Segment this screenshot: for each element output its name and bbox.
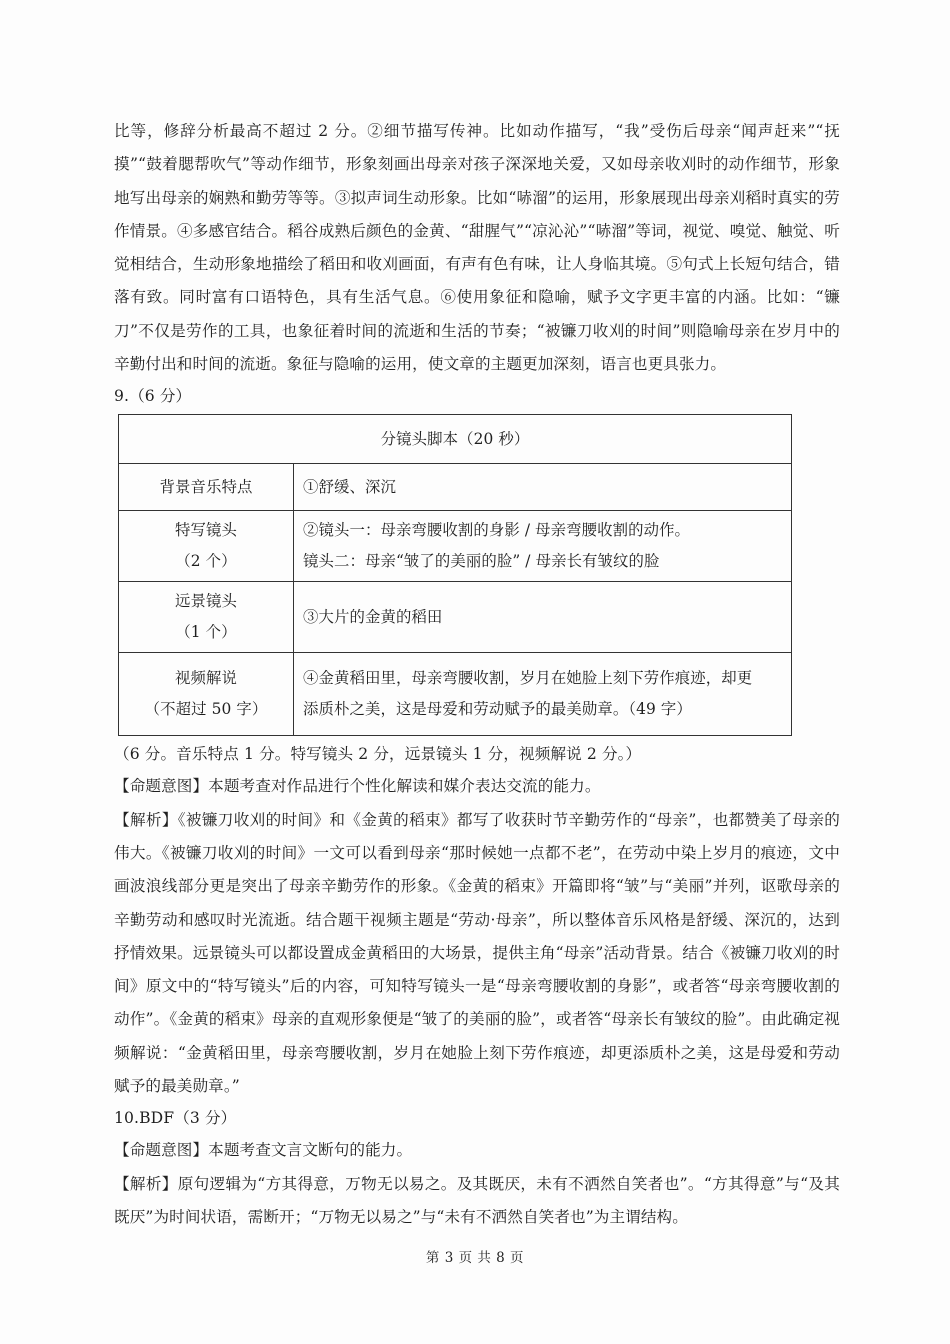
storyboard-table bbox=[118, 414, 792, 736]
intro-paragraph: 比等，修辞分析最高不超过 2 分。②细节描写传神。比如动作描写，“我”受伤后母亲“闻声赶来”“抚摸”“鼓着腮帮吹气”等动作细节，形象刻画出母亲对孩子深深地关爱，又如母亲收刈时的动作细节，形象地写出母亲的娴熟和勤劳等等。③拟声词生动形象。比如“哧溜”的运用，形象展现出母亲刈稻时真实的劳作情景。④多感官结合。稻谷成熟后颜色的金黄、“甜腥气”“凉沁沁”“哧溜”等词，视觉、嗅觉、触觉、听觉相结合，生动形象地描绘了稻田和收刈画面，有声有色有味，让人身临其境。⑤句式上长短句结合，错落有致。同时富有口语特色，具有生活气息。⑥使用象征和隐喻，赋予文字更丰富的内涵。比如：“镰刀”不仅是劳作的工具，也象征着时间的流逝和生活的节奏；“被镰刀收刈的时间”则隐喻母亲在岁月中的辛勤付出和时间的流逝。象征与隐喻的运用，使文章的主题更加深刻，语言也更具张力。 bbox=[114, 122, 840, 374]
storyboard-title: 分镜头脚本（20 秒） bbox=[119, 415, 792, 464]
row-label-longshot bbox=[119, 582, 294, 653]
row-value-closeup bbox=[294, 511, 792, 582]
question-10-label: 10.BDF（3 分） bbox=[114, 1109, 237, 1128]
row-label-closeup bbox=[119, 511, 294, 582]
table-row bbox=[119, 582, 792, 653]
row-label-text: 远景镜头 bbox=[175, 592, 237, 611]
page-number-footer: 第 3 页 共 8 页 bbox=[425, 1250, 525, 1266]
row-value-text: ①舒缓、深沉 bbox=[303, 477, 396, 496]
table-row bbox=[119, 511, 792, 582]
question-10-intent: 【命题意图】本题考查文言文断句的能力。 bbox=[114, 1141, 413, 1160]
question-10-analysis: 【解析】原句逻辑为“方其得意，万物无以易之。及其既厌，未有不洒然自笑者也”。“方其得意”与“及其既厌”为时间状语，需断开；“万物无以易之”与“未有不洒然自笑者也”为主谓结构。 bbox=[114, 1174, 840, 1226]
row-label-subtext: （1 个） bbox=[175, 623, 237, 642]
row-value-text: ④金黄稻田里，母亲弯腰收割，岁月在她脸上刻下劳作痕迹，却更 bbox=[303, 669, 753, 688]
question-9-intent: 【命题意图】本题考查对作品进行个性化解读和媒介表达交流的能力。 bbox=[114, 777, 601, 796]
row-label-text: 背景音乐特点 bbox=[159, 477, 253, 496]
row-value-music bbox=[294, 464, 792, 511]
scoring-note: （6 分。音乐特点 1 分。特写镜头 2 分，远景镜头 1 分，视频解说 2 分。） bbox=[114, 745, 642, 764]
row-value-text: ③大片的金黄的稻田 bbox=[303, 607, 443, 626]
row-value-text-2: 添质朴之美，这是母爱和劳动赋予的最美勋章。（49 字） bbox=[303, 700, 692, 719]
row-value-narration bbox=[294, 653, 792, 736]
question-9-label: 9.（6 分） bbox=[114, 387, 192, 406]
table-row bbox=[119, 464, 792, 511]
row-label-text: 视频解说 bbox=[175, 669, 237, 688]
row-label-narration bbox=[119, 653, 294, 736]
row-value-text: ②镜头一：母亲弯腰收割的身影 / 母亲弯腰收割的动作。 bbox=[303, 521, 691, 540]
table-row bbox=[119, 653, 792, 736]
row-label-text: 特写镜头 bbox=[175, 521, 237, 540]
row-label-subtext: （不超过 50 字） bbox=[144, 700, 268, 719]
row-label-music bbox=[119, 464, 294, 511]
row-label-subtext: （2 个） bbox=[175, 552, 237, 571]
row-value-text-2: 镜头二：母亲“皱了的美丽的脸” / 母亲长有皱纹的脸 bbox=[303, 552, 660, 571]
row-value-longshot bbox=[294, 582, 792, 653]
page-content bbox=[114, 115, 840, 1234]
question-9-analysis: 【解析】《被镰刀收刈的时间》和《金黄的稻束》都写了收获时节辛勤劳作的“母亲”，也都赞美了母亲的伟大。《被镰刀收刈的时间》一文可以看到母亲“那时候她一点都不老”，在劳动中染上岁月的痕迹，文中画波浪线部分更是突出了母亲辛勤劳作的形象。《金黄的稻束》开篇即将“皱”与“美丽”并列，讴歌母亲的辛勤劳动和感叹时光流逝。结合题干视频主题是“劳动·母亲”，所以整体音乐风格是舒缓、深沉的，达到抒情效果。远景镜头可以都设置成金黄稻田的大场景，提供主角“母亲”活动背景。结合《被镰刀收刈的时间》原文中的“特写镜头”后的内容，可知特写镜头一是“母亲弯腰收割的身影”，或者答“母亲弯腰收割的动作”。《金黄的稻束》母亲的直观形象便是“皱了的美丽的脸”，或者答“母亲长有皱纹的脸”。由此确定视频解说：“金黄稻田里，母亲弯腰收割，岁月在她脸上刻下劳作痕迹，却更添质朴之美，这是母爱和劳动赋予的最美勋章。” bbox=[114, 810, 840, 1096]
